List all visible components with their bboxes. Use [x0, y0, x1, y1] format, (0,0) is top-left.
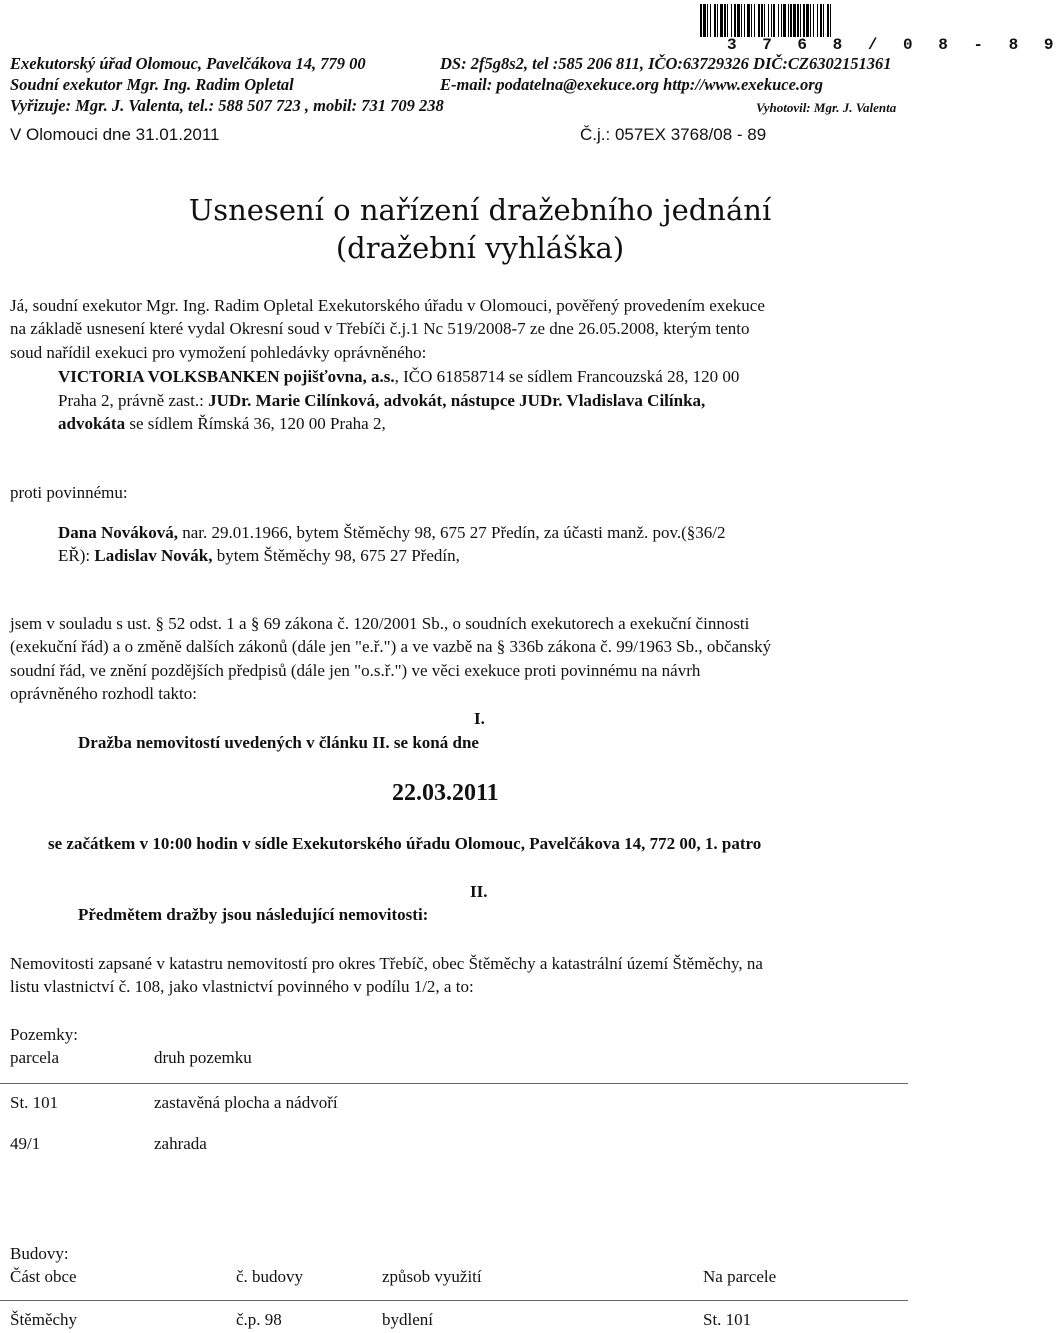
- land-caption: Pozemky:: [10, 1025, 78, 1044]
- buildings-header-number: č. budovy: [236, 1267, 304, 1286]
- buildings-row-1-number: č.p. 98: [236, 1310, 282, 1329]
- debtor-details: nar. 29.01.1966, bytem Štěměchy 98, 675 27 Předín, za účasti manž. pov.(§36/2: [177, 523, 726, 542]
- legal-line-1: jsem v souladu s ust. § 52 odst. 1 a § 69 zákona č. 120/2001 Sb., o soudních exekutorech a exekuční činnosti: [10, 614, 750, 633]
- auction-place: se začátkem v 10:00 hodin v sídle Exekutorského úřadu Olomouc, Pavelčákova 14, 772 00, 1. patro: [48, 834, 762, 853]
- representative-label: Praha 2, právně zast.:: [58, 391, 209, 410]
- property-description-line-1: Nemovitosti zapsané v katastru nemovitostí pro okres Třebíč, obec Štěměchy a katastrální území Štěměchy, na: [10, 954, 763, 973]
- header-contact-ids: DS: 2f5g8s2, tel :585 206 811, IČO:63729326 DIČ:CZ6302151361: [440, 54, 892, 73]
- property-description-line-2: listu vlastnictví č. 108, jako vlastnictví povinného v podílu 1/2, a to:: [10, 977, 474, 996]
- document-subtitle: (dražební vyhláška): [335, 231, 625, 265]
- land-row-2-parcel: 49/1: [10, 1134, 41, 1153]
- debtor-name: Dana Nováková,: [58, 523, 178, 542]
- creditor-details: , IČO 61858714 se sídlem Francouzská 28, 120 00: [394, 367, 740, 386]
- case-reference: Č.j.: 057EX 3768/08 - 89: [580, 125, 767, 144]
- land-row-1-parcel: St. 101: [10, 1093, 59, 1112]
- buildings-row-1-district: Štěměchy: [10, 1310, 78, 1329]
- representative-address-line: [58, 413, 386, 435]
- intro-line-2: na základě usnesení které vydal Okresní soud v Třebíči č.j.1 Nc 519/2008-7 ze dne 26.05.2008, kterým tento: [10, 319, 750, 338]
- buildings-header-parcel: Na parcele: [703, 1267, 777, 1286]
- legal-line-4: oprávněného rozhodl takto:: [10, 684, 197, 703]
- land-row-2-type: zahrada: [154, 1134, 207, 1153]
- header-email-web: E-mail: podatelna@exekuce.org http://www.exekuce.org: [440, 75, 823, 94]
- creditor-name: VICTORIA VOLKSBANKEN pojišťovna, a.s.: [58, 367, 395, 386]
- header-executor-name: Soudní exekutor Mgr. Ing. Radim Opletal: [10, 75, 294, 94]
- spouse-details: bytem Štěměchy 98, 675 27 Předín,: [212, 546, 460, 565]
- land-header-parcel: parcela: [10, 1048, 60, 1067]
- representative-address: se sídlem Římská 36, 120 00 Praha 2,: [125, 414, 386, 433]
- intro-line-1: Já, soudní exekutor Mgr. Ing. Radim Opletal Exekutorského úřadu v Olomouci, pověřený provedením exekuce: [10, 296, 765, 315]
- spouse-prefix: EŘ):: [58, 546, 95, 565]
- land-header-type: druh pozemku: [154, 1048, 252, 1067]
- date-place: V Olomouci dne 31.01.2011: [10, 125, 220, 144]
- intro-line-3: soud nařídil exekuci pro vymožení pohledávky oprávněného:: [10, 343, 427, 362]
- barcode-number: 3 7 6 8 / 0 8 - 8 9: [727, 36, 1061, 54]
- land-row-1-type: zastavěná plocha a nádvoří: [154, 1093, 338, 1112]
- buildings-caption: Budovy:: [10, 1244, 69, 1263]
- debtor-line-1: [58, 522, 726, 544]
- legal-line-3: soudní řád, ve znění pozdějších předpisů (dále jen "o.s.ř.") ve věci exekuce proti povinnému na návrh: [10, 661, 701, 680]
- barcode-bar: [831, 4, 833, 37]
- creditor-representative-line: [58, 390, 705, 412]
- buildings-header-divider: [0, 1300, 908, 1301]
- auction-date: 22.03.2011: [392, 780, 499, 806]
- debtor-label: proti povinnému:: [10, 483, 128, 502]
- spouse-name: Ladislav Novák,: [94, 546, 213, 565]
- debtor-line-2: [58, 545, 460, 567]
- representative-role: advokáta: [58, 414, 126, 433]
- buildings-header-usage: způsob využití: [382, 1267, 482, 1286]
- section-1-numeral: I.: [474, 709, 485, 728]
- representative-name: JUDr. Marie Cilínková, advokát, nástupce JUDr. Vladislava Cilínka,: [208, 391, 706, 410]
- buildings-row-1-parcel: St. 101: [703, 1310, 752, 1329]
- header-prepared-by: Vyhotovil: Mgr. J. Valenta: [756, 100, 897, 115]
- land-header-divider: [0, 1083, 908, 1084]
- document-title: Usnesení o nařízení dražebního jednání: [188, 193, 772, 227]
- buildings-header-district: Část obce: [10, 1267, 77, 1286]
- buildings-row-1-usage: bydlení: [382, 1310, 433, 1329]
- creditor-line: [58, 366, 739, 388]
- section-2-numeral: II.: [470, 882, 488, 901]
- section-2-heading: Předmětem dražby jsou následující nemovitosti:: [78, 905, 429, 924]
- barcode: [700, 4, 936, 37]
- section-1-heading: Dražba nemovitostí uvedených v článku II. se koná dne: [78, 733, 479, 752]
- header-office-address: Exekutorský úřad Olomouc, Pavelčákova 14, 779 00: [10, 54, 366, 73]
- header-handled-by: Vyřizuje: Mgr. J. Valenta, tel.: 588 507 723 , mobil: 731 709 238: [10, 96, 444, 115]
- legal-line-2: (exekuční řád) a o změně dalších zákonů (dále jen "e.ř.") a ve vazbě na § 336b zákona č. 99/1963 Sb., občanský: [10, 637, 772, 656]
